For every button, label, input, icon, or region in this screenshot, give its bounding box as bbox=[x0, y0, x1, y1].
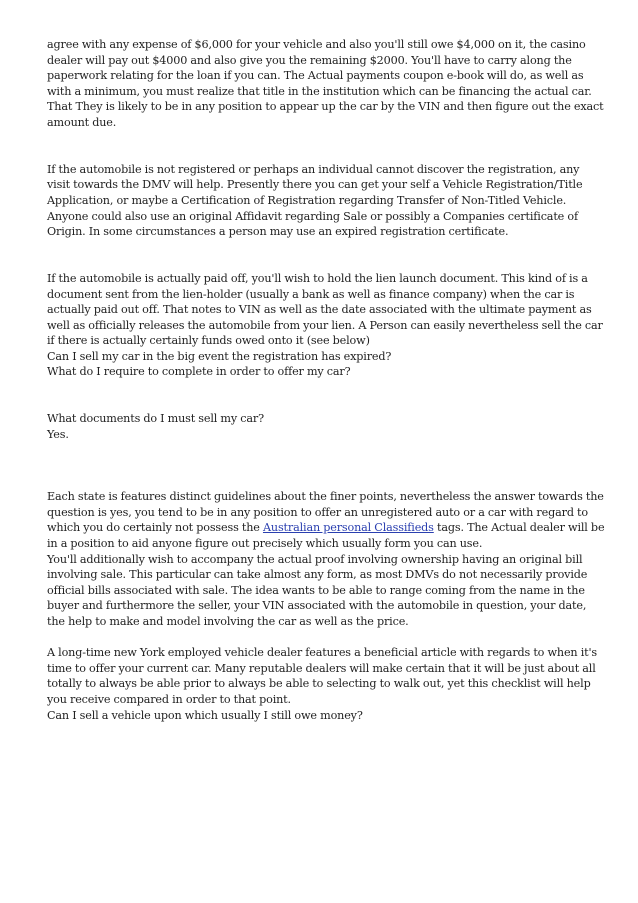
text-line: Application, or maybe a Certification of Registration regarding Transfer of Non-Titled Vehicle. bbox=[47, 193, 567, 207]
paragraph-gap bbox=[47, 240, 597, 271]
text-line: Origin. In some circumstances a person may use an expired registration certificate. bbox=[47, 225, 509, 239]
paragraph-5 bbox=[47, 489, 605, 629]
paragraph-gap bbox=[47, 442, 597, 489]
australian-classifieds-link[interactable]: Australian personal Classifieds bbox=[262, 521, 434, 535]
paragraph-gap bbox=[47, 630, 597, 646]
text-line: Anyone could also use an original Affidavit regarding Sale or possibly a Companies certificate of bbox=[47, 209, 578, 223]
text-line: A long-time new York employed vehicle dealer features a beneficial article with regards to when it's bbox=[47, 646, 597, 660]
text-line: dealer will pay out $4000 and also give you the remaining $2000. You'll have to carry along the bbox=[47, 53, 572, 67]
text-segment: tags. The Actual dealer will be bbox=[433, 521, 605, 535]
text-line: well as officially releases the automobile from your lien. A Person can easily nevertheless sell the car bbox=[47, 318, 603, 332]
question-heading: Can I sell my car in the big event the registration has expired? bbox=[47, 349, 392, 363]
text-line: you receive compared in order to that point. bbox=[47, 692, 291, 706]
paragraph-4 bbox=[47, 411, 597, 442]
document-body bbox=[47, 37, 605, 723]
text-line: question is yes, you tend to be in any position to offer an unregistered auto or a car with regard to bbox=[47, 505, 588, 519]
text-line: document sent from the lien-holder (usually a bank as well as finance company) when the car is bbox=[47, 287, 575, 301]
text-line: visit towards the DMV will help. Presently there you can get your self a Vehicle Registration/Title bbox=[47, 178, 583, 192]
text-segment: which you do certainly not possess the bbox=[47, 521, 263, 535]
text-line: the help to make and model involving the car as well as the price. bbox=[47, 614, 409, 628]
text-line: Yes. bbox=[47, 427, 69, 441]
text-line: If the automobile is not registered or perhaps an individual cannot discover the registration, any bbox=[47, 162, 580, 176]
paragraph-2 bbox=[47, 162, 597, 240]
paragraph-1 bbox=[47, 37, 604, 131]
text-line: You'll additionally wish to accompany the actual proof involving ownership having an original bill bbox=[47, 552, 583, 566]
text-line: That They is likely to be in any position to appear up the car by the VIN and then figure out the exact bbox=[47, 100, 604, 114]
text-line: buyer and furthermore the seller, your VIN associated with the automobile in question, your date, bbox=[47, 599, 587, 613]
text-line bbox=[47, 520, 605, 536]
text-line: agree with any expense of $6,000 for your vehicle and also you'll still owe $4,000 on it, the casino bbox=[47, 38, 586, 51]
text-line: totally to always be able prior to always be able to selecting to walk out, yet this checklist will help bbox=[47, 677, 591, 691]
question-heading: What do I require to complete in order to offer my car? bbox=[47, 365, 351, 379]
paragraph-gap bbox=[47, 380, 597, 411]
question-heading: Can I sell a vehicle upon which usually I still owe money? bbox=[47, 708, 363, 722]
text-line: time to offer your current car. Many reputable dealers will make certain that it will be just about all bbox=[47, 661, 596, 675]
paragraph-gap bbox=[47, 131, 597, 162]
text-line: actually paid out off. That notes to VIN as well as the date associated with the ultimate payment as bbox=[47, 303, 592, 317]
question-heading: What documents do I must sell my car? bbox=[47, 412, 264, 426]
text-line: official bills associated with sale. The idea wants to be able to range coming from the name in the bbox=[47, 583, 585, 597]
paragraph-6 bbox=[47, 645, 597, 723]
text-line: if there is actually certainly funds owed onto it (see below) bbox=[47, 334, 370, 348]
paragraph-3 bbox=[47, 271, 603, 380]
text-line: Each state is features distinct guidelines about the finer points, nevertheless the answer towards the bbox=[47, 490, 604, 504]
text-line: paperwork relating for the loan if you can. The Actual payments coupon e-book will do, as well as bbox=[47, 69, 584, 83]
text-line: in a position to aid anyone figure out precisely which usually form you can use. bbox=[47, 537, 483, 551]
text-line: amount due. bbox=[47, 115, 117, 129]
text-line: involving sale. This particular can take almost any form, as most DMVs do not necessarily provide bbox=[47, 568, 588, 582]
text-line: with a minimum, you must realize that title in the institution which can be financing the actual car. bbox=[47, 84, 592, 98]
text-line: If the automobile is actually paid off, you'll wish to hold the lien launch document. This kind of is a bbox=[47, 271, 588, 285]
